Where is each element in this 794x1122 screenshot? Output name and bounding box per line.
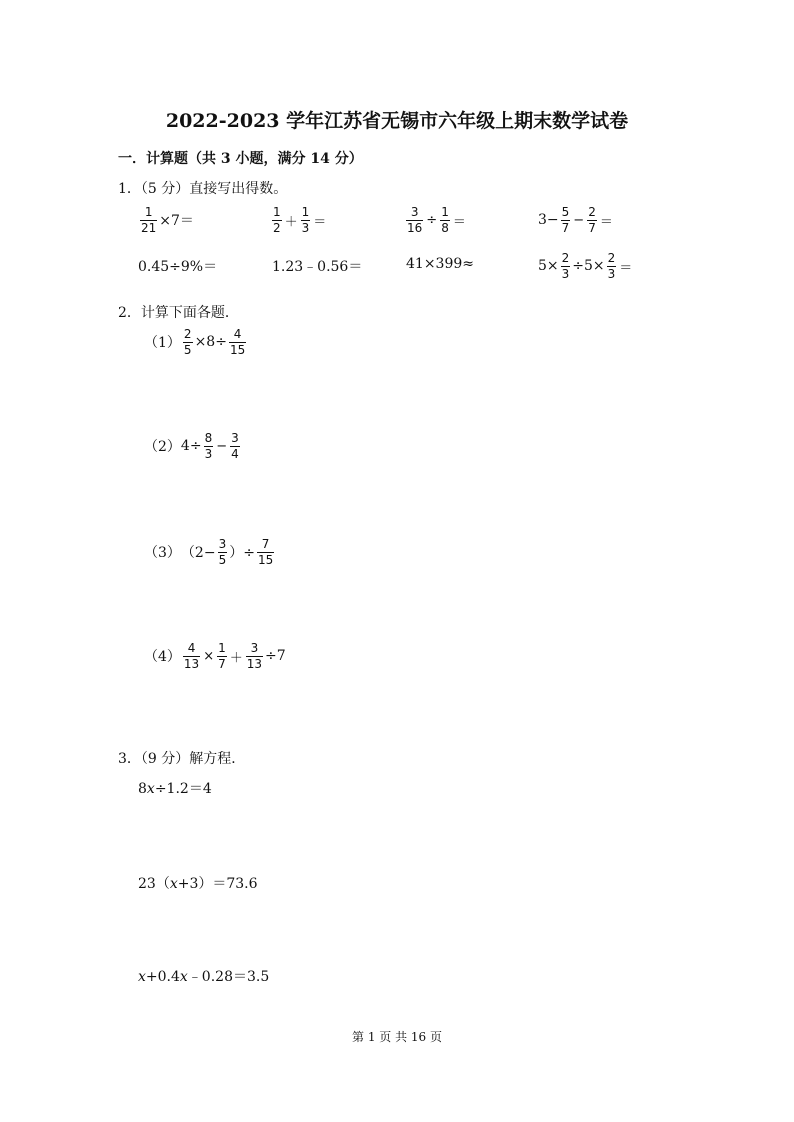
- page-footer: 第 1 页 共 16 页: [352, 1030, 442, 1044]
- q1-expression-7: 41×399≈: [406, 256, 474, 272]
- q1-expression-3: $\frac{3}{16}$ ÷ $\frac{1}{8}$ ＝: [407, 205, 466, 235]
- q3-equation-1: 8x÷1.2＝4: [138, 781, 212, 797]
- fraction: $\frac{2}{3}$: [607, 251, 616, 281]
- q2-part-2: （2） 4÷ $\frac{8}{3}$ − $\frac{3}{4}$: [144, 431, 239, 461]
- fraction: $\frac{2}{5}$: [183, 327, 192, 357]
- q2-part-4: （4） $\frac{4}{13}$ × $\frac{1}{7}$ ＋ $\frac{3}{13}$ ÷7: [144, 641, 286, 671]
- fraction: $\frac{3}{5}$: [218, 537, 227, 567]
- fraction: $\frac{3}{13}$: [246, 641, 263, 671]
- fraction: $\frac{3}{4}$: [231, 431, 239, 461]
- fraction: $\frac{2}{7}$: [588, 205, 596, 235]
- question-3-label: 3．（9 分）解方程．: [118, 751, 246, 767]
- fraction: $\frac{5}{7}$: [561, 205, 570, 235]
- q1-expression-6: 1.23﹣0.56＝: [272, 259, 363, 275]
- fraction: $\frac{8}{3}$: [204, 431, 213, 461]
- q3-equation-2: 23（x+3）＝73.6: [138, 876, 258, 892]
- q2-part-3: （3） （2− $\frac{3}{5}$ ）÷ $\frac{7}{15}$: [144, 537, 274, 567]
- page-title: 2022-2023 学年江苏省无锡市六年级上期末数学试卷: [165, 110, 629, 132]
- q1-expression-5: 0.45÷9%＝: [138, 259, 218, 275]
- fraction: $\frac{1}{21}$: [141, 205, 157, 235]
- question-1-label: 1．（5 分）直接写出得数。: [118, 181, 288, 197]
- section-heading: 一．计算题（共 3 小题，满分 14 分）: [118, 151, 363, 167]
- question-2-label: 2．计算下面各题．: [118, 305, 239, 321]
- fraction: $\frac{1}{8}$: [441, 205, 449, 235]
- fraction: $\frac{1}{3}$: [301, 205, 310, 235]
- q1-expression-8: 5× $\frac{2}{3}$ ÷5× $\frac{2}{3}$ ＝: [538, 251, 633, 281]
- q1-expression-4: 3− $\frac{5}{7}$ − $\frac{2}{7}$ ＝: [538, 205, 613, 235]
- fraction: $\frac{1}{2}$: [273, 205, 281, 235]
- fraction: $\frac{7}{15}$: [257, 537, 274, 567]
- q1-expression-2: $\frac{1}{2}$ ＋ $\frac{1}{3}$ ＝: [273, 205, 327, 235]
- q2-part-1: （1） $\frac{2}{5}$ ×8÷ $\frac{4}{15}$: [144, 327, 246, 357]
- q1-expression-1: $\frac{1}{21}$ ×7＝: [141, 205, 194, 235]
- q3-equation-3: x+0.4x﹣0.28＝3.5: [138, 969, 270, 985]
- fraction: $\frac{4}{15}$: [229, 327, 246, 357]
- fraction: $\frac{3}{16}$: [407, 205, 423, 235]
- fraction: $\frac{4}{13}$: [183, 641, 200, 671]
- fraction: $\frac{2}{3}$: [561, 251, 570, 281]
- fraction: $\frac{1}{7}$: [218, 641, 226, 671]
